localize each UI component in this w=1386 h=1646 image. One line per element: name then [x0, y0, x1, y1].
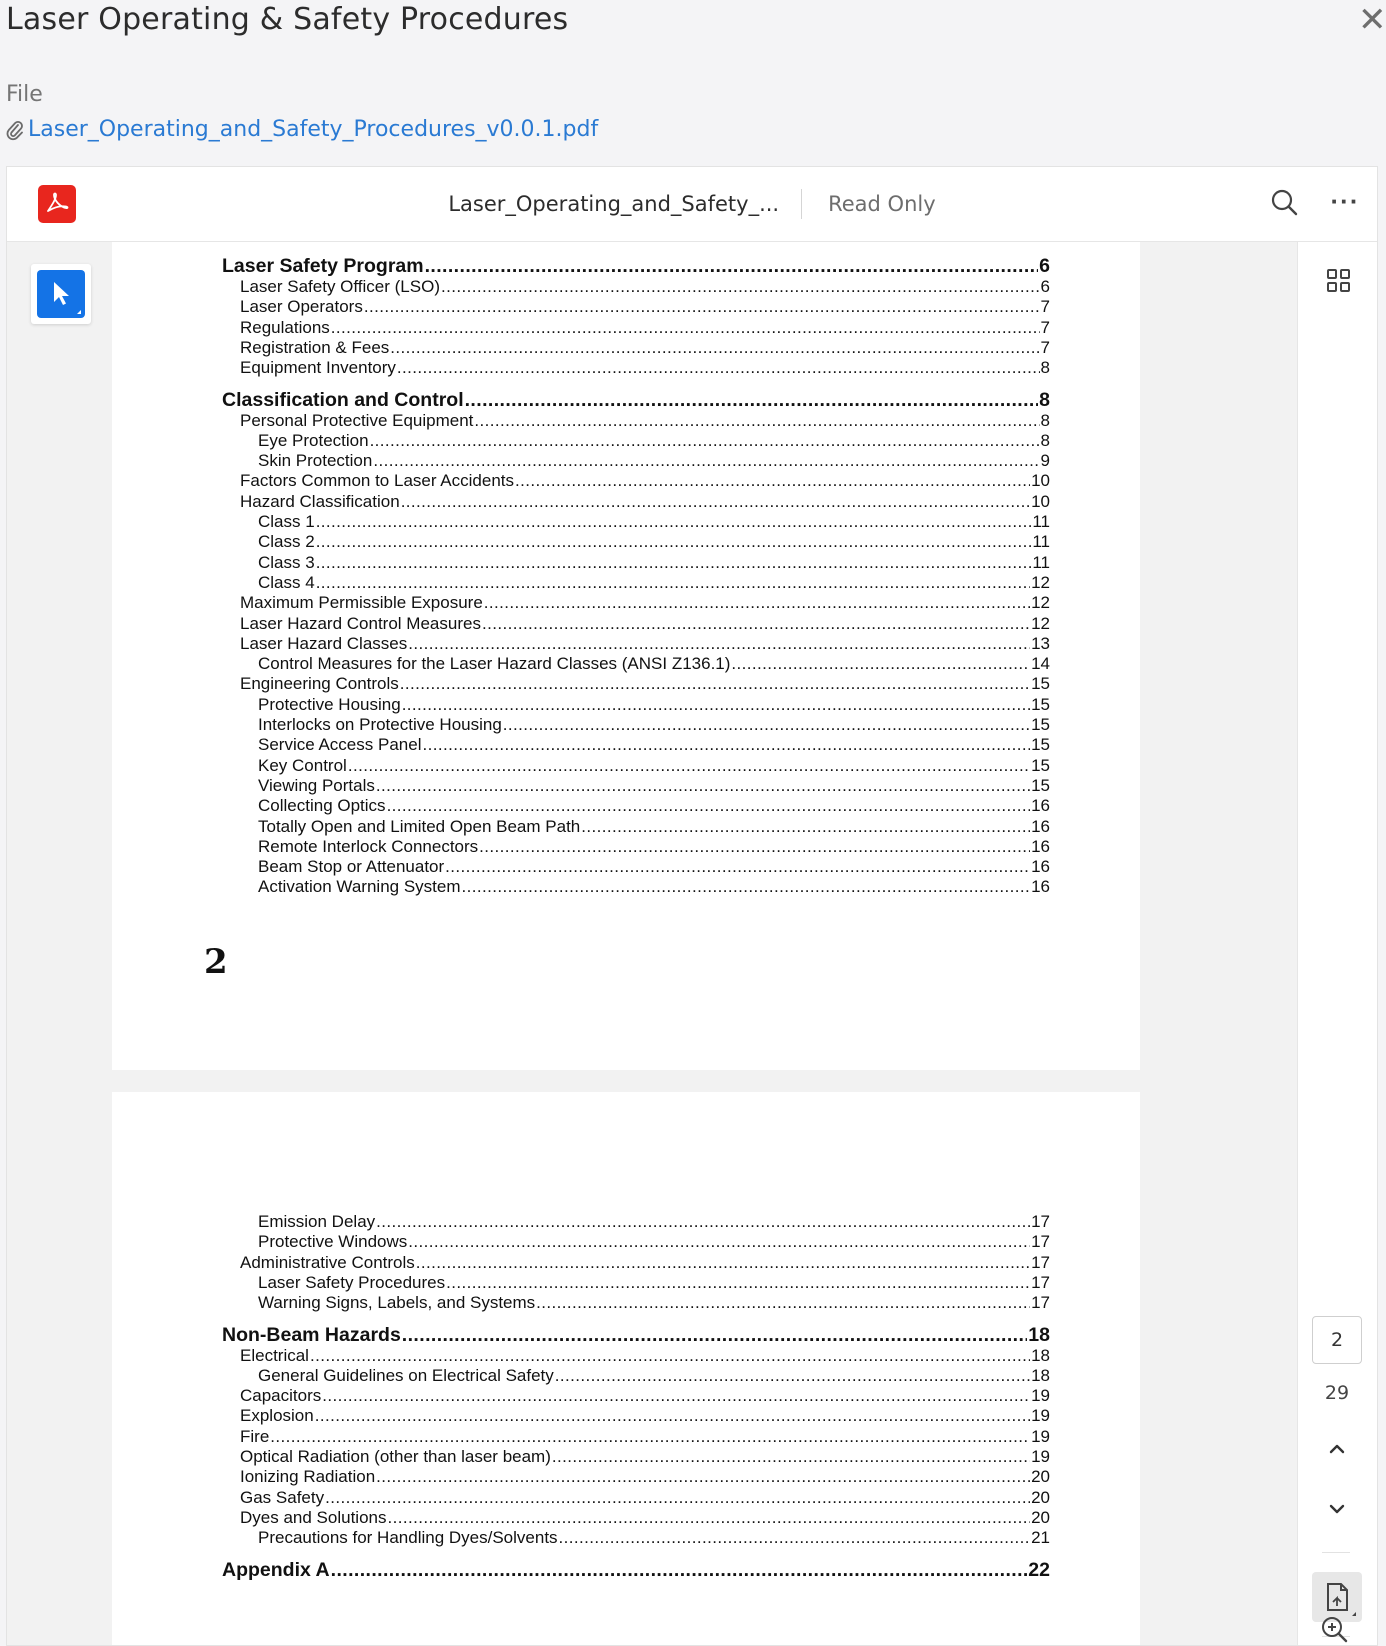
toc-entry[interactable] [258, 796, 1050, 816]
toc-dot-leader [270, 1427, 1030, 1447]
toc-entry[interactable] [258, 512, 1050, 532]
toc-dot-leader [479, 837, 1030, 857]
toc-entry-title: Laser Hazard Control Measures [240, 613, 481, 633]
toc-entry-page: 18 [1031, 1345, 1050, 1365]
toc-entry-title: Protective Windows [258, 1232, 408, 1252]
toc-entry-title: Fire [240, 1426, 270, 1446]
toc-entry-title: Laser Hazard Classes [240, 633, 408, 653]
toc-entry[interactable] [222, 389, 1050, 412]
toc-entry-page: 15 [1031, 775, 1050, 795]
pdf-viewer [6, 166, 1378, 1646]
toc-entry[interactable] [258, 532, 1050, 552]
toc-entry-page: 12 [1031, 572, 1050, 592]
toc-entry-page: 8 [1040, 430, 1050, 450]
toc-entry-title: Class 3 [258, 552, 315, 572]
toc-entry-title: Dyes and Solutions [240, 1507, 387, 1527]
toc-entry-title: Laser Operators [240, 297, 363, 317]
toc-entry-page: 16 [1031, 836, 1050, 856]
toc-entry-page: 17 [1031, 1272, 1050, 1292]
toc-entry[interactable] [240, 1253, 1050, 1273]
toc-entry-title: Collecting Optics [258, 796, 386, 816]
toc-entry[interactable] [222, 1324, 1050, 1347]
toc-entry-title: Control Measures for the Laser Hazard Classes (ANSI Z136.1) [258, 654, 731, 674]
toc-entry[interactable] [240, 1386, 1050, 1406]
zoom-in-icon[interactable] [1320, 1615, 1350, 1645]
toc-dot-leader [316, 553, 1032, 573]
toc-dot-leader [376, 1467, 1030, 1487]
current-page-input[interactable]: 2 [1312, 1316, 1362, 1364]
toc-dot-leader [474, 411, 1039, 431]
toc-entry-page: 15 [1031, 694, 1050, 714]
toc-dot-leader [484, 593, 1030, 613]
toc-entry[interactable] [240, 614, 1050, 634]
toc-entry-title: Regulations [240, 317, 330, 337]
toc-entry-title: Laser Safety Procedures [258, 1272, 446, 1292]
toc-entry[interactable] [258, 756, 1050, 776]
toc-entry[interactable] [240, 358, 1050, 378]
toc-entry-page: 15 [1031, 755, 1050, 775]
toc-dot-leader [731, 654, 1030, 674]
toc-entry-title: Electrical [240, 1345, 309, 1365]
toc-entry-title: General Guidelines on Electrical Safety [258, 1365, 554, 1385]
toc-dot-leader [462, 877, 1031, 897]
toc-dot-leader [581, 817, 1030, 837]
toc-entry-title: Warning Signs, Labels, and Systems [258, 1293, 536, 1313]
toc-entry[interactable] [258, 1528, 1050, 1548]
toc-entry-page: 14 [1031, 654, 1050, 674]
page-thumbnails-icon[interactable] [1326, 268, 1352, 294]
toc-dot-leader [465, 389, 1039, 412]
left-tool-rail [7, 242, 107, 1645]
toc-entry[interactable] [240, 1488, 1050, 1508]
toc-entry-page: 11 [1032, 512, 1050, 531]
toc-entry[interactable] [258, 1212, 1050, 1232]
toc-entry[interactable] [258, 1273, 1050, 1293]
toc-dot-leader [445, 857, 1030, 877]
toc-entry-page: 10 [1031, 491, 1050, 511]
toc-entry[interactable] [240, 1427, 1050, 1447]
toc-entry-title: Capacitors [240, 1386, 322, 1406]
toc-entry[interactable] [240, 634, 1050, 654]
toc-entry-page: 17 [1031, 1232, 1050, 1252]
toc-entry-page: 8 [1039, 388, 1050, 411]
toc-dot-leader [316, 532, 1032, 552]
toc-dot-leader [425, 255, 1039, 278]
toc-entry-title: Eye Protection [258, 430, 369, 450]
toc-entry-page: 17 [1031, 1252, 1050, 1272]
toc-entry-title: Non-Beam Hazards [222, 1323, 401, 1346]
file-name[interactable]: Laser_Operating_and_Safety_Procedures_v0.0.1.pdf [28, 117, 599, 142]
toc-entry[interactable] [258, 553, 1050, 573]
toc-entry-page: 16 [1031, 816, 1050, 836]
toc-entry[interactable] [258, 837, 1050, 857]
toc-dot-leader [373, 451, 1039, 471]
toc-entry-page: 18 [1028, 1323, 1050, 1346]
search-icon[interactable] [1269, 187, 1301, 219]
toc-entry-title: Emission Delay [258, 1212, 376, 1231]
toc-dot-leader [370, 431, 1040, 451]
toc-dot-leader [503, 715, 1030, 735]
toc-entry[interactable] [240, 1447, 1050, 1467]
toc-entry-title: Equipment Inventory [240, 358, 396, 378]
toc-entry-title: Laser Safety Officer (LSO) [240, 277, 440, 296]
toc-entry[interactable] [240, 471, 1050, 491]
toc-dot-leader [387, 1508, 1030, 1528]
toc-entry-title: Hazard Classification [240, 491, 400, 511]
toc-entry[interactable] [240, 338, 1050, 358]
toc-entry-title: Remote Interlock Connectors [258, 836, 479, 856]
toc-entry-title: Maximum Permissible Exposure [240, 593, 483, 613]
toc-entry[interactable] [258, 715, 1050, 735]
toc-entry-page: 7 [1040, 297, 1050, 317]
toc-entry[interactable] [240, 492, 1050, 512]
toc-dot-leader [316, 512, 1032, 532]
toc-entry-title: Ionizing Radiation [240, 1467, 376, 1487]
toc-entry[interactable] [258, 1232, 1050, 1252]
toc-entry-page: 10 [1031, 471, 1050, 491]
toc-dot-leader [416, 1253, 1030, 1273]
toc-entry-page: 15 [1031, 715, 1050, 734]
toc-entry[interactable] [258, 451, 1050, 471]
toc-dot-leader [552, 1447, 1030, 1467]
toc-entry-page: 21 [1031, 1528, 1050, 1548]
toc-dot-leader [441, 277, 1040, 297]
toc-entry-title: Viewing Portals [258, 775, 375, 795]
toc-entry-title: Protective Housing [258, 694, 401, 714]
previous-page-chevron-up-icon[interactable] [1322, 1434, 1352, 1464]
toc-entry-title: Personal Protective Equipment [240, 410, 474, 430]
page-number-label: 2 [204, 942, 228, 982]
toc-entry-title: Factors Common to Laser Accidents [240, 471, 515, 491]
toc-entry-title: Administrative Controls [240, 1252, 415, 1272]
close-icon[interactable]: ✕ [1358, 0, 1386, 40]
toc-entry-title: Beam Stop or Attenuator [258, 857, 445, 877]
toc-entry[interactable] [240, 674, 1050, 694]
toc-entry-page: 12 [1031, 593, 1050, 613]
toc-entry[interactable] [258, 877, 1050, 897]
toc-entry[interactable] [258, 1366, 1050, 1386]
toc-entry-page: 13 [1031, 633, 1050, 653]
file-label: File [6, 82, 43, 107]
toc-entry-title: Appendix A [222, 1558, 330, 1581]
toc-entry-page: 9 [1040, 451, 1050, 471]
toc-entry-title: Skin Protection [258, 451, 373, 471]
toc-entry[interactable] [258, 857, 1050, 877]
toc-entry-page: 11 [1032, 552, 1050, 572]
toc-entry-page: 8 [1040, 410, 1050, 430]
toc-entry-title: Totally Open and Limited Open Beam Path [258, 816, 581, 836]
toc-entry[interactable] [240, 411, 1050, 431]
toolbar-divider [801, 189, 802, 219]
toc-entry-page: 12 [1031, 613, 1050, 633]
document-name: Laser_Operating_and_Safety_... [448, 192, 780, 216]
toc-dot-leader [315, 1406, 1030, 1426]
toolbar-center [7, 167, 1377, 241]
toc-entry-page: 20 [1031, 1467, 1050, 1487]
toc-dot-leader [446, 1273, 1030, 1293]
paperclip-icon [6, 119, 24, 141]
toc-dot-leader [555, 1366, 1030, 1386]
toc-entry-title: Class 1 [258, 512, 315, 531]
toc-entry-page: 15 [1031, 674, 1050, 694]
toc-dot-leader [408, 1232, 1030, 1252]
toc-entry-title: Explosion [240, 1406, 314, 1426]
toc-entry-title: Engineering Controls [240, 674, 399, 694]
toc-entry[interactable] [258, 573, 1050, 593]
toc-entry-page: 17 [1031, 1293, 1050, 1313]
toc-entry-title: Interlocks on Protective Housing [258, 715, 502, 734]
toc-dot-leader [331, 318, 1040, 338]
toc-dot-leader [408, 634, 1030, 654]
toc-entry[interactable] [258, 776, 1050, 796]
toc-entry-title: Registration & Fees [240, 337, 390, 357]
toc-entry-page: 17 [1031, 1212, 1050, 1231]
toc-dot-leader [422, 735, 1030, 755]
toc-entry-page: 18 [1031, 1365, 1050, 1385]
toc-dot-leader [348, 756, 1030, 776]
toc-entry-page: 19 [1031, 1406, 1050, 1426]
toc-dot-leader [376, 776, 1030, 796]
toc-dot-leader [482, 614, 1030, 634]
cursor-arrow-icon [37, 270, 85, 318]
toc-entry-page: 19 [1031, 1447, 1050, 1466]
toc-entry-title: Class 4 [258, 572, 315, 592]
right-nav-rail [1297, 242, 1378, 1645]
toc-entry-page: 11 [1032, 532, 1050, 552]
toc-entry-page: 16 [1031, 857, 1050, 877]
select-tool-button[interactable] [31, 264, 91, 324]
toc-entry-page: 7 [1040, 317, 1050, 337]
toc-dot-leader [559, 1528, 1031, 1548]
toc-entry[interactable] [240, 593, 1050, 613]
toc-entry-title: Gas Safety [240, 1487, 325, 1507]
viewer-toolbar [7, 167, 1377, 242]
toc-entry[interactable] [240, 1508, 1050, 1528]
toc-dot-leader [397, 358, 1040, 378]
toc-entry-page: 6 [1040, 277, 1050, 296]
file-attachment-link[interactable] [6, 117, 598, 142]
toc-dot-leader [515, 471, 1030, 491]
toc-entry-title: Laser Safety Program [222, 255, 424, 277]
toc-entry[interactable] [240, 318, 1050, 338]
read-only-badge: Read Only [828, 192, 936, 216]
toc-dot-leader [402, 695, 1030, 715]
toc-entry[interactable] [258, 695, 1050, 715]
toc-entry[interactable] [240, 1406, 1050, 1426]
toc-entry[interactable] [240, 1467, 1050, 1487]
toc-entry-page: 22 [1028, 1558, 1050, 1581]
toc-entry-page: 16 [1031, 796, 1050, 816]
total-pages: 29 [1324, 1382, 1350, 1404]
toc-dot-leader [536, 1293, 1030, 1313]
toc-entry-title: Key Control [258, 755, 347, 775]
toc-entry-page: 8 [1040, 358, 1050, 378]
toc-entry-page: 7 [1040, 337, 1050, 357]
toc-entry[interactable] [258, 735, 1050, 755]
toc-entry-title: Precautions for Handling Dyes/Solvents [258, 1528, 558, 1548]
toc-entry[interactable] [258, 654, 1050, 674]
toc-dot-leader [402, 1324, 1028, 1347]
toc-entry-page: 16 [1031, 877, 1050, 897]
toc-dot-leader [400, 674, 1030, 694]
toc-entry-page: 20 [1031, 1487, 1050, 1507]
toc-entry-title: Service Access Panel [258, 735, 422, 755]
toc-entry-page: 19 [1031, 1426, 1050, 1446]
toc-entry[interactable] [258, 431, 1050, 451]
toc-entry-page: 19 [1031, 1386, 1050, 1406]
toc-dot-leader [325, 1488, 1030, 1508]
toc-entry[interactable] [222, 1559, 1050, 1582]
toc-entry[interactable] [258, 1293, 1050, 1313]
toc-dot-leader [322, 1386, 1030, 1406]
pdf-page-3 [112, 1092, 1140, 1646]
toc-dot-leader [310, 1346, 1030, 1366]
rail-divider [1322, 1552, 1350, 1553]
toc-entry[interactable] [240, 1346, 1050, 1366]
toc-dot-leader [387, 796, 1031, 816]
toc-dot-leader [376, 1212, 1030, 1232]
pdf-page-2 [112, 242, 1140, 1070]
more-options-button[interactable]: ··· [1330, 186, 1360, 216]
dialog-title: Laser Operating & Safety Procedures [6, 2, 569, 37]
toc-dot-leader [364, 297, 1040, 317]
next-page-chevron-down-icon[interactable] [1322, 1494, 1352, 1524]
toc-entry[interactable] [240, 277, 1050, 297]
toc-dot-leader [401, 492, 1030, 512]
toc-dot-leader [331, 1559, 1028, 1582]
toc-entry-title: Optical Radiation (other than laser beam) [240, 1447, 551, 1466]
toc-dot-leader [316, 573, 1030, 593]
toc-entry[interactable] [240, 297, 1050, 317]
toc-entry-title: Classification and Control [222, 388, 464, 411]
toc-entry-page: 20 [1031, 1507, 1050, 1527]
toc-entry-page: 6 [1039, 255, 1050, 277]
toc-entry[interactable] [258, 817, 1050, 837]
toc-entry[interactable] [222, 255, 1050, 278]
toc-entry-title: Activation Warning System [258, 877, 461, 897]
toc-dot-leader [390, 338, 1039, 358]
toc-entry-title: Class 2 [258, 532, 315, 552]
toc-entry-page: 15 [1031, 735, 1050, 755]
